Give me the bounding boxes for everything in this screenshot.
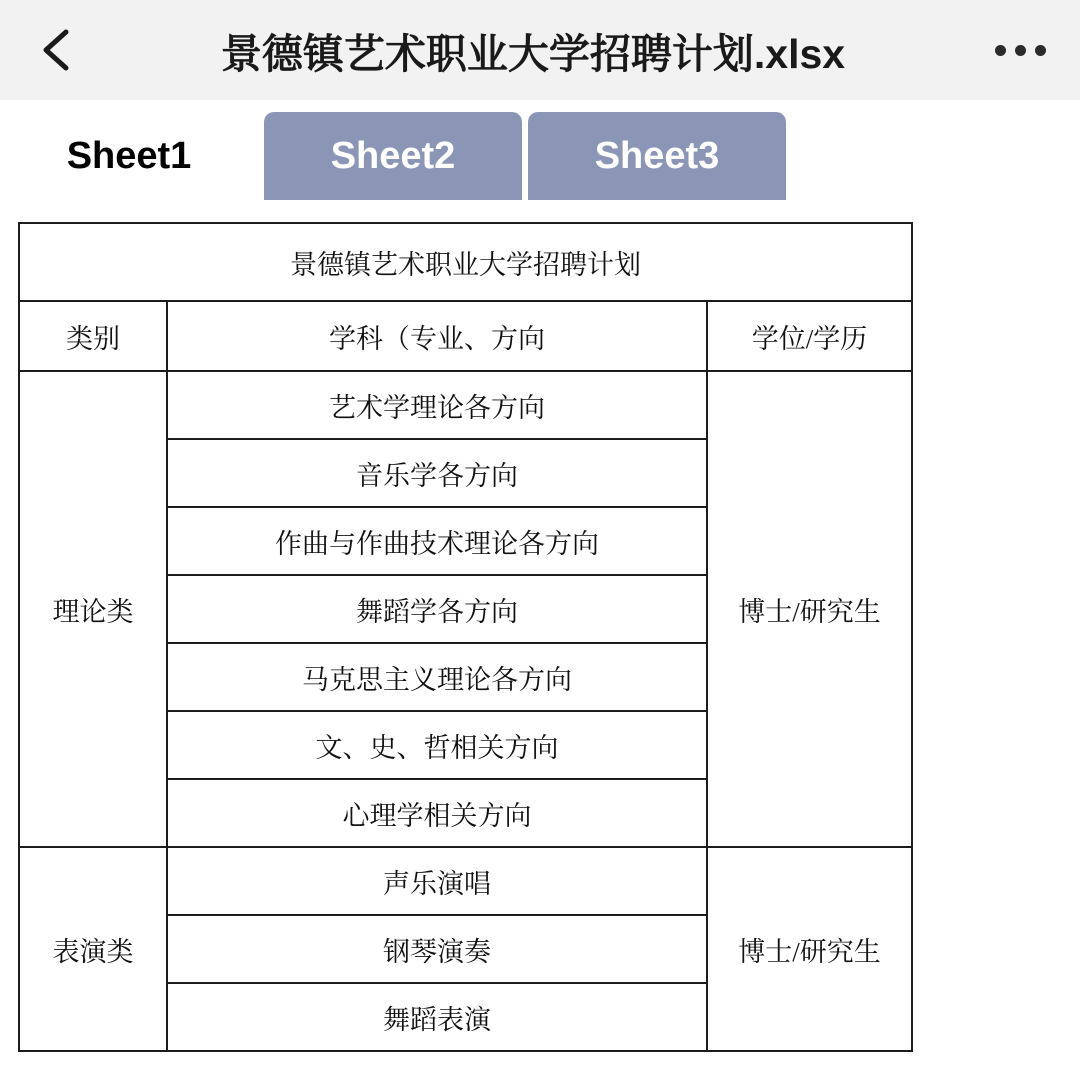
cell-subject[interactable]: 舞蹈学各方向 [167,575,707,643]
table-row [19,223,912,301]
more-horizontal-icon[interactable] [986,27,1046,73]
table-row [19,301,912,371]
cell-subject[interactable]: 声乐演唱 [167,847,707,915]
more-dot [1035,45,1046,56]
cell-category-theory[interactable]: 理论类 [19,371,167,847]
column-header-degree[interactable]: 学位/学历 [707,301,912,371]
cell-subject[interactable]: 钢琴演奏 [167,915,707,983]
cell-subject[interactable]: 心理学相关方向 [167,779,707,847]
cell-subject[interactable]: 舞蹈表演 [167,983,707,1051]
more-dot [995,45,1006,56]
table-row [19,847,912,915]
sheet-tab-bar [0,100,1080,200]
cell-degree-performance[interactable]: 博士/研究生 [707,847,912,1051]
cell-subject[interactable]: 音乐学各方向 [167,439,707,507]
column-header-category[interactable]: 类别 [19,301,167,371]
cell-subject[interactable]: 作曲与作曲技术理论各方向 [167,507,707,575]
tab-sheet2[interactable]: Sheet2 [264,112,522,200]
cell-degree-theory[interactable]: 博士/研究生 [707,371,912,847]
tab-sheet3[interactable]: Sheet3 [528,112,786,200]
cell-subject[interactable]: 马克思主义理论各方向 [167,643,707,711]
tab-sheet1[interactable]: Sheet1 [0,112,258,200]
table-row [19,371,912,439]
recruitment-plan-table [18,222,913,1052]
chevron-left-icon[interactable] [34,27,80,73]
cell-category-performance[interactable]: 表演类 [19,847,167,1051]
page-title: 景德镇艺术职业大学招聘计划.xlsx [220,30,846,77]
app-header [0,0,1080,100]
column-header-subject[interactable]: 学科（专业、方向 [167,301,707,371]
spreadsheet-area[interactable] [0,200,1080,1052]
more-dot [1015,45,1026,56]
cell-subject[interactable]: 艺术学理论各方向 [167,371,707,439]
table-title-cell[interactable]: 景德镇艺术职业大学招聘计划 [19,223,912,301]
cell-subject[interactable]: 文、史、哲相关方向 [167,711,707,779]
